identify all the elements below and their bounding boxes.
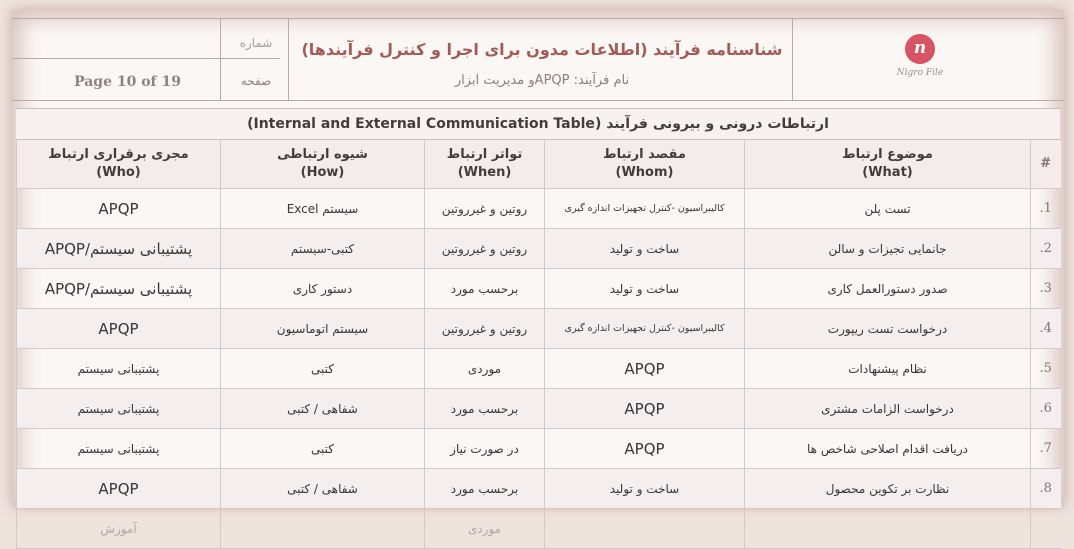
cell-what	[745, 509, 1031, 549]
row-number	[1031, 509, 1061, 549]
cell-who: پشتیبانی سیستم	[17, 349, 221, 389]
cell-when: برحسب مورد	[425, 269, 545, 309]
cell-what: تست پلن	[745, 189, 1031, 229]
cell-how	[221, 509, 425, 549]
table-row	[17, 509, 1061, 549]
cell-whom: ساخت و تولید	[545, 229, 745, 269]
cell-what: دریافت اقدام اصلاحی شاخص ها	[745, 429, 1031, 469]
cell-what: صدور دستورالعمل کاری	[745, 269, 1031, 309]
row-number: 5.	[1031, 349, 1061, 389]
row-number: 7.	[1031, 429, 1061, 469]
row-number: 6.	[1031, 389, 1061, 429]
cell-when: موردی	[425, 509, 545, 549]
logo-text: Nigro File	[896, 68, 944, 78]
cell-who: APQP	[17, 309, 221, 349]
row-number: 4.	[1031, 309, 1061, 349]
col-header-what: موضوع ارتباط (What)	[745, 140, 1031, 189]
cell-whom: ساخت و تولید	[545, 269, 745, 309]
cell-how: شفاهی / کتبی	[221, 469, 425, 509]
cell-who: APQP	[17, 189, 221, 229]
row-number: 8.	[1031, 469, 1061, 509]
cell-when: روتین و غیرروتین	[425, 309, 545, 349]
row-number: 2.	[1031, 229, 1061, 269]
cell-who: پشتیبانی سیستم/APQP	[17, 269, 221, 309]
logo-icon: n	[905, 34, 935, 64]
cell-who: پشتیبانی سیستم	[17, 429, 221, 469]
cell-who: APQP	[17, 469, 221, 509]
table-row	[17, 389, 1061, 429]
col-header-who: مجری برقراری ارتباط (Who)	[17, 140, 221, 189]
cell-how: دستور کاری	[221, 269, 425, 309]
cell-what: نظام پیشنهادات	[745, 349, 1031, 389]
cell-when: در صورت نیاز	[425, 429, 545, 469]
communication-table	[16, 108, 1060, 549]
cell-what: نظارت بر تکوین محصول	[745, 469, 1031, 509]
cell-whom: APQP	[545, 389, 745, 429]
cell-whom: APQP	[545, 429, 745, 469]
table-row	[17, 469, 1061, 509]
cell-whom: کالیبراسیون -کنترل تجهیزات اندازه گیری	[545, 309, 745, 349]
row-number: 1.	[1031, 189, 1061, 229]
number-label: شماره	[239, 36, 273, 50]
col-header-how: شیوه ارتباطی (How)	[221, 140, 425, 189]
document-header	[12, 18, 1064, 100]
cell-whom: کالیبراسیون -کنترل تجهیزات اندازه گیری	[545, 189, 745, 229]
cell-when: برحسب مورد	[425, 469, 545, 509]
cell-how: سیستم اتوماسیون	[221, 309, 425, 349]
document-title: شناسنامه فرآیند (اطلاعات مدون برای اجرا و کنترل فرآیندها)	[301, 40, 783, 59]
cell-when: موردی	[425, 349, 545, 389]
table-row	[17, 269, 1061, 309]
cell-who: پشتیبانی سیستم	[17, 389, 221, 429]
document-page	[12, 10, 1064, 536]
table-header-row	[17, 140, 1061, 189]
table-row	[17, 229, 1061, 269]
col-header-number: #	[1031, 140, 1061, 189]
cell-when: روتین و غیرروتین	[425, 189, 545, 229]
cell-who: پشتیبانی سیستم/APQP	[17, 229, 221, 269]
cell-whom: ساخت و تولید	[545, 469, 745, 509]
cell-what: درخواست الزامات مشتری	[745, 389, 1031, 429]
cell-when: روتین و غیرروتین	[425, 229, 545, 269]
process-name: نام فرآیند: APQPو مدیریت ابزار	[454, 73, 630, 88]
table-row	[17, 349, 1061, 389]
col-header-whom: مقصد ارتباط (Whom)	[545, 140, 745, 189]
logo	[892, 34, 948, 94]
col-header-when: تواتر ارتباط (When)	[425, 140, 545, 189]
table-row	[17, 309, 1061, 349]
cell-how: سیستم Excel	[221, 189, 425, 229]
cell-what: درخواست تست ریپورت	[745, 309, 1031, 349]
table-title: ارتباطات درونی و بیرونی فرآیند (Internal and External Communication Table)	[16, 108, 1060, 140]
cell-whom	[545, 509, 745, 549]
cell-how: کتبی	[221, 429, 425, 469]
table-row	[17, 189, 1061, 229]
cell-who: آموزش	[17, 509, 221, 549]
page-number: Page 10 of 19	[74, 74, 181, 90]
cell-when: برحسب مورد	[425, 389, 545, 429]
row-number: 3.	[1031, 269, 1061, 309]
table-row	[17, 429, 1061, 469]
cell-how: کتبی	[221, 349, 425, 389]
page-label: صفحه	[240, 74, 272, 88]
cell-what: جانمایی تجیزات و سالن	[745, 229, 1031, 269]
cell-how: شفاهی / کتبی	[221, 389, 425, 429]
cell-how: کتبی-سیستم	[221, 229, 425, 269]
cell-whom: APQP	[545, 349, 745, 389]
